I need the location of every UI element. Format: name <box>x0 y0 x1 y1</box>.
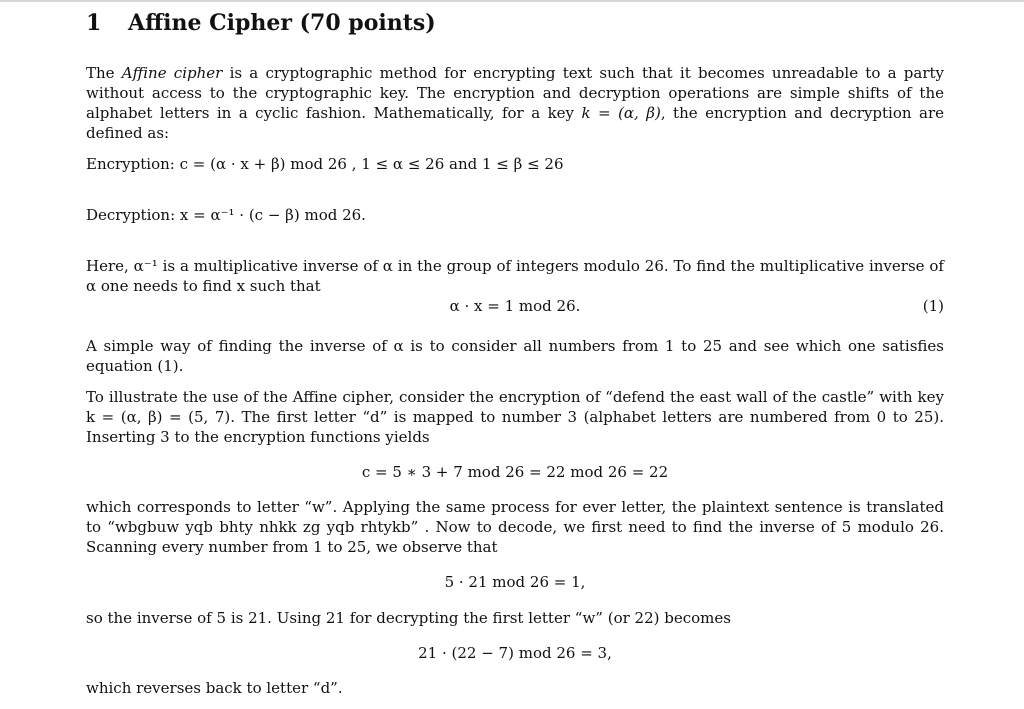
corresponds-paragraph: which corresponds to letter “w”. Applying the same process for ever letter, the plaintext sentence is translated to “wbgbuw yqb bhty nhkk zg yqb rhtykb” . Now to decode, we first need to find the inverse of 5 modulo 26. Scanning every number from 1 to 25, we observe that <box>86 498 944 556</box>
reverses-paragraph: which reverses back to letter “d”. <box>86 679 343 697</box>
so-inverse-paragraph: so the inverse of 5 is 21. Using 21 for decrypting the first letter “w” (or 22) becomes <box>86 609 731 627</box>
simple-way-paragraph: A simple way of finding the inverse of α is to consider all numbers from 1 to 25 and see which one satisfies equation (1). <box>86 337 944 375</box>
inverse-paragraph: Here, α⁻¹ is a multiplicative inverse of α in the group of integers modulo 26. To find the multiplicative inverse of α one needs to find x such that <box>86 257 944 295</box>
equation-1-formula: α · x = 1 mod 26. <box>449 297 581 315</box>
decryption-line <box>86 205 944 225</box>
intro-text-3: , the encryption and decryption are defined as: <box>86 104 944 142</box>
intro-affine-italic: Affine cipher <box>121 64 223 82</box>
intro-text-1: The <box>86 64 122 82</box>
decryption-label: Decryption: <box>86 206 180 224</box>
intro-paragraph <box>86 63 944 143</box>
section-number: 1 <box>86 10 102 36</box>
section-title: Affine Cipher (70 points) <box>128 10 436 36</box>
top-divider <box>0 0 1024 2</box>
encryption-formula: c = (α · x + β) mod 26 , 1 ≤ α ≤ 26 and 1 ≤ β ≤ 26 <box>179 155 564 173</box>
decryption-formula: x = α⁻¹ · (c − β) mod 26. <box>179 206 366 224</box>
equation-1 <box>86 296 944 316</box>
equation-1-number: (1) <box>922 297 944 315</box>
illustrate-paragraph: To illustrate the use of the Affine cipher, consider the encryption of “defend the east wall of the castle” with key k = (α, β) = (5, 7). The first letter “d” is mapped to number 3 (alphabet letters are numbered from 0 to 25). Inserting 3 to the encryption functions yields <box>86 388 944 446</box>
encryption-label: Encryption: <box>86 155 180 173</box>
equation-4: 21 · (22 − 7) mod 26 = 3, <box>418 644 612 662</box>
equation-2: c = 5 ∗ 3 + 7 mod 26 = 22 mod 26 = 22 <box>361 463 669 481</box>
intro-key-math: k = (α, β) <box>581 104 661 122</box>
section-heading <box>86 9 944 37</box>
encryption-line <box>86 154 944 174</box>
intro-text-2: is a cryptographic method for encrypting text such that it becomes unreadable to a party without access to the cryptographic key. The encryption and decryption operations are simple shifts of the alphabet letters in a cyclic fashion. Mathematically, for a key <box>86 64 944 122</box>
equation-3: 5 · 21 mod 26 = 1, <box>444 573 586 591</box>
